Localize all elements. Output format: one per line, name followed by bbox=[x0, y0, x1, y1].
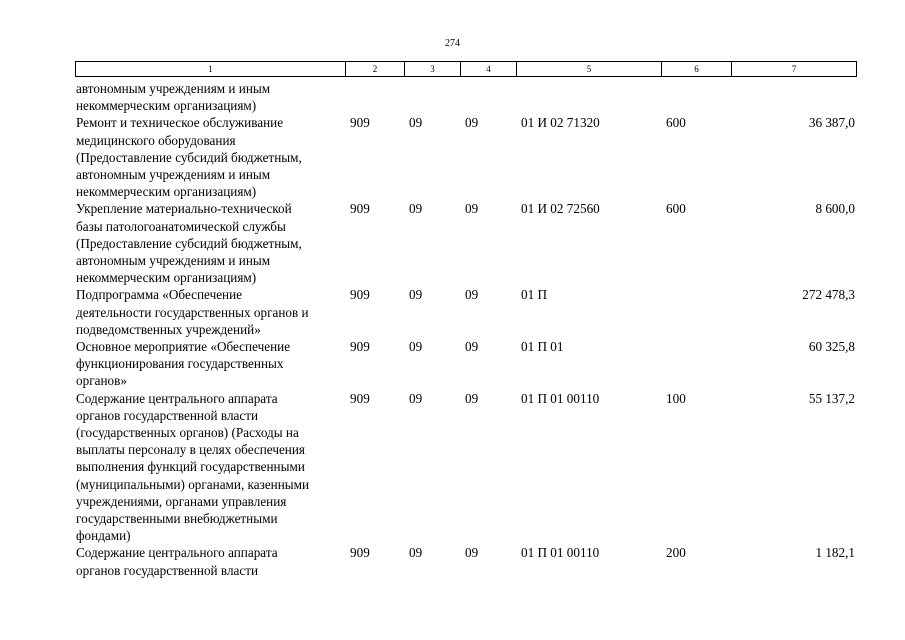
row-amount: 60 325,8 bbox=[808, 339, 855, 355]
row-section: 09 bbox=[409, 115, 423, 131]
row-name: автономным учреждениям и иным некоммерческим организациям) bbox=[76, 81, 271, 114]
row-ministry-code: 909 bbox=[350, 115, 370, 131]
row-expense-type bbox=[661, 338, 731, 390]
row-target-article: 01 И 02 72560 bbox=[521, 201, 600, 217]
table-row bbox=[75, 286, 856, 338]
row-ministry-code: 909 bbox=[350, 339, 370, 355]
row-target-article: 01 И 02 71320 bbox=[521, 115, 600, 131]
column-header-row bbox=[76, 62, 857, 77]
row-target-article: 01 П bbox=[521, 287, 548, 303]
row-subsection: 09 bbox=[465, 287, 479, 303]
row-section: 09 bbox=[409, 545, 423, 561]
column-header-2: 2 bbox=[346, 62, 405, 77]
row-amount: 272 478,3 bbox=[802, 287, 855, 303]
row-expense-type bbox=[661, 80, 731, 114]
table-row bbox=[75, 338, 856, 390]
column-header-4: 4 bbox=[461, 62, 517, 77]
row-expense-type: 200 bbox=[666, 545, 686, 561]
row-ministry-code: 909 bbox=[350, 545, 370, 561]
table-row bbox=[75, 80, 856, 114]
row-target-article: 01 П 01 00110 bbox=[521, 390, 600, 406]
row-target-article: 01 П 01 bbox=[521, 339, 564, 355]
table-row bbox=[75, 114, 856, 200]
row-name: Ремонт и техническое обслуживание медицинского оборудования (Предоставление субсидий бюджетным, автономным учреждениям и иным некоммерческим организациям) bbox=[76, 115, 302, 200]
row-amount: 8 600,0 bbox=[815, 201, 855, 217]
column-header-7: 7 bbox=[732, 62, 857, 77]
row-expense-type: 600 bbox=[666, 115, 686, 131]
row-ministry-code: 909 bbox=[350, 201, 370, 217]
row-name: Содержание центрального аппарата органов государственной власти (государственных органов) (Расходы на выплаты персоналу в целях обеспечения выполнения функций государственными (муниципальными) органами, казенными учреждениями, органами управления государственными внебюджетными фондами) bbox=[76, 390, 310, 544]
row-name: Укрепление материально-технической базы патологоанатомической службы (Предоставление субсидий бюджетным, автономным учреждениям и иным некоммерческим организациям) bbox=[76, 201, 302, 286]
row-subsection: 09 bbox=[465, 201, 479, 217]
row-ministry-code: 909 bbox=[350, 390, 370, 406]
row-section: 09 bbox=[409, 390, 423, 406]
row-section: 09 bbox=[409, 287, 423, 303]
row-target-article: 01 П 01 00110 bbox=[521, 545, 600, 561]
budget-table bbox=[75, 80, 856, 579]
row-ministry-code: 909 bbox=[350, 287, 370, 303]
row-ministry-code bbox=[345, 80, 404, 114]
column-header-6: 6 bbox=[662, 62, 732, 77]
table-row bbox=[75, 200, 856, 286]
row-subsection: 09 bbox=[465, 115, 479, 131]
row-subsection bbox=[460, 80, 516, 114]
row-name: Подпрограмма «Обеспечение деятельности государственных органов и подведомственных учреждений» bbox=[76, 287, 309, 337]
column-header-5: 5 bbox=[517, 62, 662, 77]
row-expense-type: 600 bbox=[666, 201, 686, 217]
row-amount bbox=[731, 80, 856, 114]
row-section: 09 bbox=[409, 201, 423, 217]
page-number: 274 bbox=[445, 38, 460, 49]
row-name: Основное мероприятие «Обеспечение функционирования государственных органов» bbox=[76, 339, 291, 389]
row-subsection: 09 bbox=[465, 545, 479, 561]
row-amount: 55 137,2 bbox=[808, 390, 855, 406]
row-name: Содержание центрального аппарата органов государственной власти bbox=[76, 545, 278, 578]
row-amount: 1 182,1 bbox=[815, 545, 855, 561]
row-section: 09 bbox=[409, 339, 423, 355]
row-target-article bbox=[516, 80, 661, 114]
row-subsection: 09 bbox=[465, 390, 479, 406]
column-header-1: 1 bbox=[76, 62, 346, 77]
row-section bbox=[404, 80, 460, 114]
row-subsection: 09 bbox=[465, 339, 479, 355]
table-row bbox=[75, 544, 856, 578]
table-row bbox=[75, 390, 856, 545]
row-expense-type bbox=[661, 286, 731, 338]
column-header-3: 3 bbox=[405, 62, 461, 77]
column-header-table bbox=[75, 61, 857, 77]
row-amount: 36 387,0 bbox=[808, 115, 855, 131]
row-expense-type: 100 bbox=[666, 390, 686, 406]
